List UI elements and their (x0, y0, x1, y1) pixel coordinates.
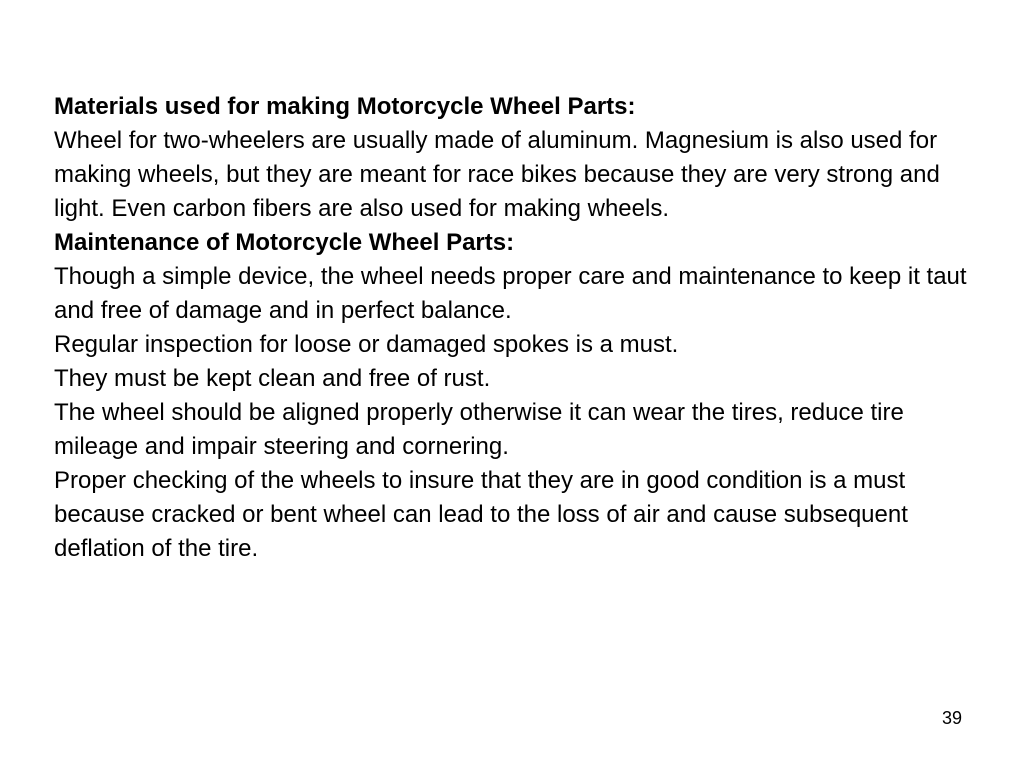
maintenance-heading: Maintenance of Motorcycle Wheel Parts: (54, 229, 515, 256)
page-number: 39 (941, 708, 962, 728)
materials-paragraph: Wheel for two-wheelers are usually made of aluminum. Magnesium is also used for making wheels, but they are meant for race bikes because they are very strong and light. Even carbon fibers are also used for making wheels. (54, 127, 940, 222)
maintenance-intro-paragraph: Though a simple device, the wheel needs proper care and maintenance to keep it taut and free of damage and in perfect balance. (54, 263, 967, 324)
spokes-inspection-paragraph: Regular inspection for loose or damaged spokes is a must. (54, 331, 679, 358)
slide-body (54, 90, 974, 566)
clean-rust-paragraph: They must be kept clean and free of rust. (54, 365, 491, 392)
checking-paragraph: Proper checking of the wheels to insure that they are in good condition is a must because cracked or bent wheel can lead to the loss of air and cause subsequent deflation of the tire. (54, 467, 908, 562)
materials-heading: Materials used for making Motorcycle Wheel Parts: (54, 93, 636, 120)
alignment-paragraph: The wheel should be aligned properly otherwise it can wear the tires, reduce tire mileage and impair steering and cornering. (54, 399, 904, 460)
